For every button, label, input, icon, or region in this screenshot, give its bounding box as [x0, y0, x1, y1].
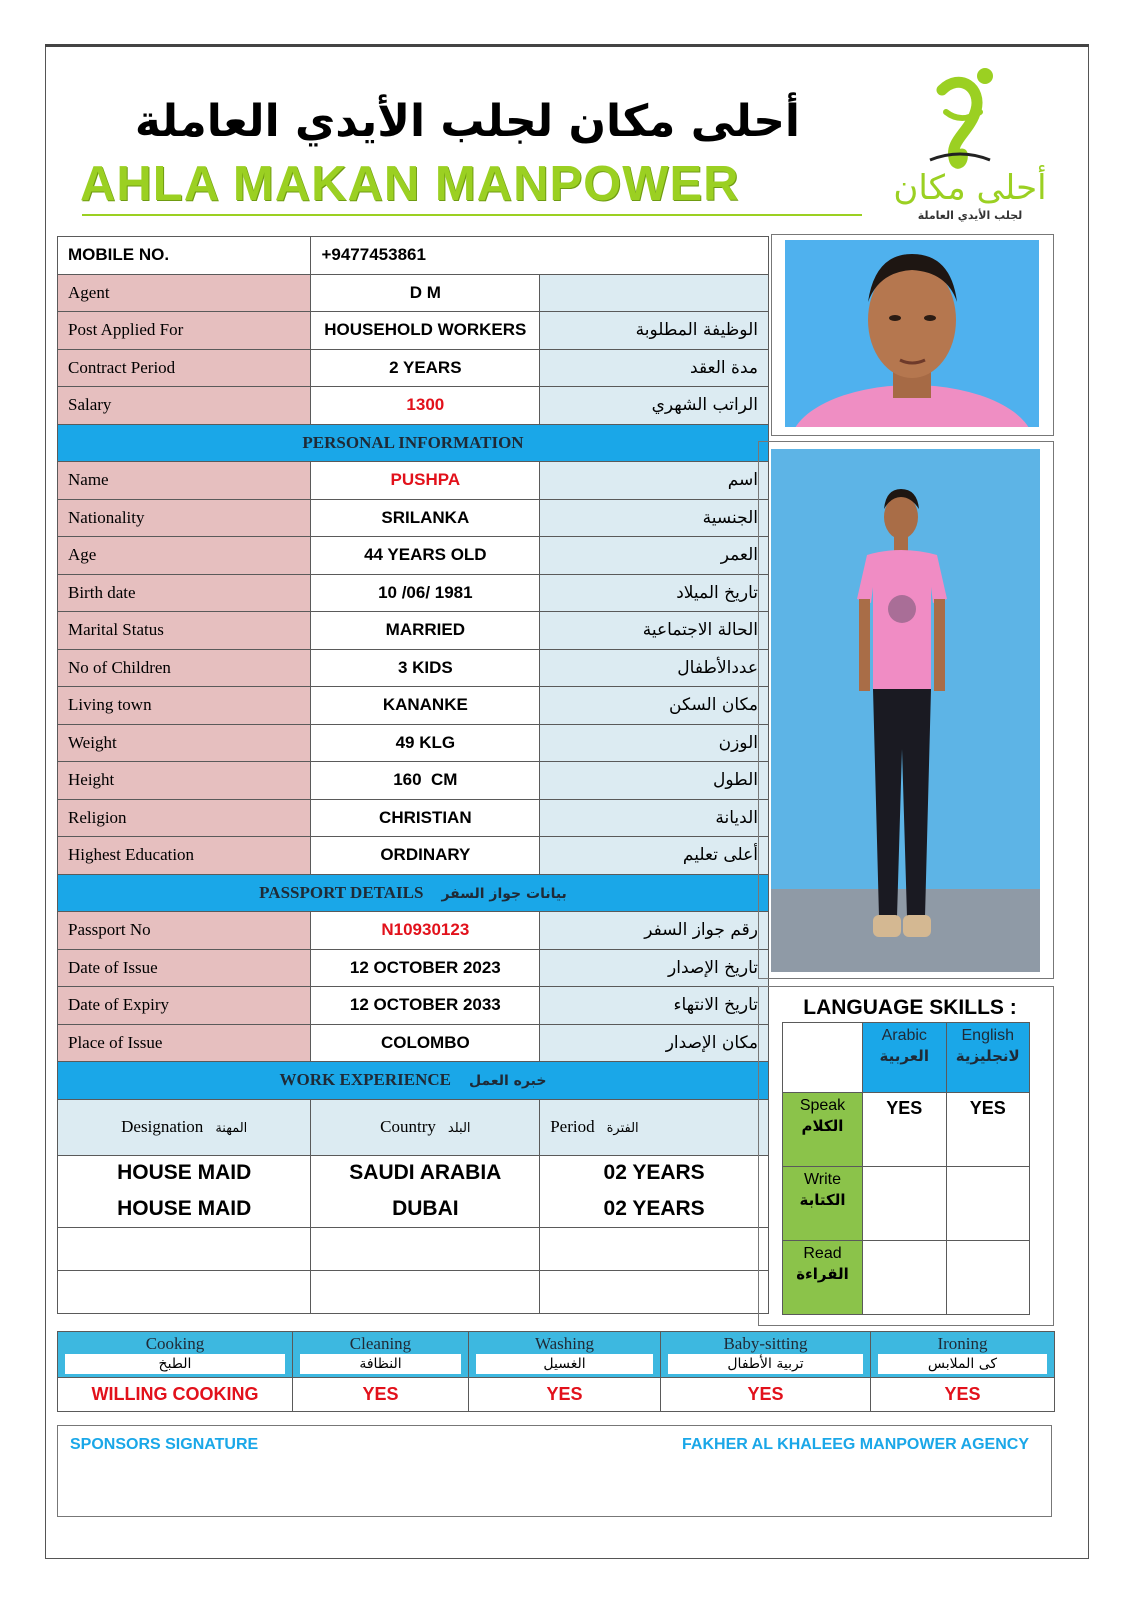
row-label: Post Applied For [58, 312, 311, 350]
name-value: PUSHPA [311, 462, 540, 500]
col-label: English [961, 1027, 1014, 1044]
skill-label: Baby-sitting [723, 1334, 808, 1353]
row-label: Salary [58, 387, 311, 425]
portrait-photo [785, 240, 1039, 427]
passport-row [58, 987, 769, 1025]
header-title-english: AHLA MAKAN MANPOWER [80, 157, 740, 211]
row-label-arabic: الوزن [540, 724, 769, 762]
language-header-row [783, 1023, 1030, 1093]
section-title-cell [58, 874, 769, 912]
row-label-arabic: الحالة الاجتماعية [540, 612, 769, 650]
post-row [58, 312, 769, 350]
row-label-arabic: عددالأطفال [540, 649, 769, 687]
row-label: Religion [58, 799, 311, 837]
skill-label-arabic: الغسيل [476, 1354, 653, 1374]
skill-ironing-header [871, 1332, 1055, 1378]
agent-value: D M [311, 274, 540, 312]
personal-row [58, 762, 769, 800]
row-label: Highest Education [58, 837, 311, 875]
language-skills-table [782, 1022, 1030, 1315]
row-label-arabic: الوظيفة المطلوبة [540, 312, 769, 350]
personal-row [58, 724, 769, 762]
section-personal [58, 424, 769, 462]
work-row [58, 1155, 769, 1191]
work-col-period [540, 1099, 769, 1155]
row-label: Place of Issue [58, 1024, 311, 1062]
language-row-read [783, 1241, 1030, 1315]
town-value: KANANKE [311, 687, 540, 725]
speak-arabic-value: YES [863, 1093, 947, 1167]
passport-row [58, 1024, 769, 1062]
mobile-label: MOBILE NO. [58, 237, 311, 275]
section-title-arabic: بيانات جواز السفر [441, 885, 567, 902]
row-label: Living town [58, 687, 311, 725]
work-col-designation [58, 1099, 311, 1155]
skill-washing-value: YES [469, 1378, 661, 1412]
row-label-arabic: القراءة [796, 1265, 849, 1283]
col-label: Arabic [881, 1027, 927, 1044]
section-title-cell [58, 1062, 769, 1100]
skills-value-row [58, 1378, 1055, 1412]
nationality-value: SRILANKA [311, 499, 540, 537]
applicant-details-table [57, 236, 769, 1314]
row-label-cell [783, 1241, 863, 1315]
personal-row [58, 462, 769, 500]
row-label-arabic: مدة العقد [540, 349, 769, 387]
children-value: 3 KIDS [311, 649, 540, 687]
row-label: Marital Status [58, 612, 311, 650]
row-label-arabic: رقم جواز السفر [540, 912, 769, 950]
skill-label: Washing [534, 1334, 595, 1353]
col-label-arabic: لانجليزية [955, 1047, 1020, 1065]
section-work [58, 1062, 769, 1100]
col-label-arabic: العربية [879, 1047, 929, 1065]
row-label: Agent [58, 274, 311, 312]
work-header-row [58, 1099, 769, 1155]
language-corner-cell [783, 1023, 863, 1093]
passport-number-value: N10930123 [311, 912, 540, 950]
section-title: PASSPORT DETAILS [259, 882, 424, 902]
header-underline [82, 214, 862, 216]
row-label: Speak [799, 1097, 846, 1114]
col-label: Period [550, 1117, 595, 1136]
read-arabic-value [863, 1241, 947, 1315]
issue-date-value: 12 OCTOBER 2023 [311, 949, 540, 987]
post-value: HOUSEHOLD WORKERS [311, 312, 540, 350]
personal-row [58, 799, 769, 837]
mobile-row [58, 237, 769, 275]
birthdate-value: 10 /06/ 1981 [311, 574, 540, 612]
work-designation: HOUSE MAID [58, 1191, 311, 1227]
row-label-arabic: مكان الإصدار [540, 1024, 769, 1062]
row-label: Date of Issue [58, 949, 311, 987]
contract-row [58, 349, 769, 387]
row-label-arabic: الراتب الشهري [540, 387, 769, 425]
salary-value: 1300 [311, 387, 540, 425]
skill-label-arabic: كى الملابس [878, 1354, 1047, 1374]
row-label-arabic: الطول [540, 762, 769, 800]
row-label-arabic: العمر [540, 537, 769, 575]
row-label: Height [58, 762, 311, 800]
mobile-value: +9477453861 [311, 237, 769, 275]
skill-washing-header [469, 1332, 661, 1378]
row-label-cell [783, 1167, 863, 1241]
section-title: WORK EXPERIENCE [279, 1070, 451, 1090]
row-label: Name [58, 462, 311, 500]
issue-place-value: COLOMBO [311, 1024, 540, 1062]
section-title-arabic: خبره العمل [468, 1073, 547, 1090]
work-period: 02 YEARS [540, 1191, 769, 1227]
row-label-arabic: تاريخ الميلاد [540, 574, 769, 612]
skill-cooking-value: WILLING COOKING [58, 1378, 293, 1412]
row-label: Passport No [58, 912, 311, 950]
language-skills-title: LANGUAGE SKILLS : [803, 996, 1017, 1019]
frame-top-rule [45, 44, 1089, 47]
marital-value: MARRIED [311, 612, 540, 650]
work-country: DUBAI [311, 1191, 540, 1227]
salary-row [58, 387, 769, 425]
row-label: Age [58, 537, 311, 575]
sponsor-signature-label: SPONSORS SIGNATURE [70, 1436, 259, 1453]
expiry-date-value: 12 OCTOBER 2033 [311, 987, 540, 1025]
skill-label-arabic: الطبخ [65, 1354, 285, 1374]
full-body-photo [771, 449, 1040, 972]
work-row-empty [58, 1270, 769, 1313]
row-label: No of Children [58, 649, 311, 687]
logo-arabic-name: أحلى مكان [893, 168, 1047, 208]
row-label: Write [803, 1171, 842, 1188]
agency-name-label: FAKHER AL KHALEEG MANPOWER AGENCY [682, 1436, 1029, 1453]
language-row-write [783, 1167, 1030, 1241]
skill-label-arabic: النظافة [300, 1354, 461, 1374]
work-country: SAUDI ARABIA [311, 1155, 540, 1191]
passport-row [58, 949, 769, 987]
agent-row [58, 274, 769, 312]
weight-value: 49 KLG [311, 724, 540, 762]
personal-row [58, 574, 769, 612]
row-label: Date of Expiry [58, 987, 311, 1025]
passport-row [58, 912, 769, 950]
row-label: Weight [58, 724, 311, 762]
skill-babysitting-header [661, 1332, 871, 1378]
col-label: Country [380, 1117, 436, 1136]
personal-row [58, 537, 769, 575]
row-label-arabic [540, 274, 769, 312]
work-period: 02 YEARS [540, 1155, 769, 1191]
row-label: Birth date [58, 574, 311, 612]
row-label-arabic: الكلام [801, 1117, 844, 1135]
row-label: Contract Period [58, 349, 311, 387]
col-label-arabic: البلد [447, 1121, 471, 1136]
row-label-cell [783, 1093, 863, 1167]
personal-row [58, 499, 769, 537]
skill-cleaning-header [293, 1332, 469, 1378]
row-label-arabic: مكان السكن [540, 687, 769, 725]
col-label-arabic: الفترة [606, 1121, 639, 1136]
row-label-arabic: اسم [540, 462, 769, 500]
age-value: 44 YEARS OLD [311, 537, 540, 575]
header-title-arabic: أحلى مكان لجلب الأيدي العاملة [134, 96, 800, 147]
work-row-empty [58, 1227, 769, 1270]
skill-label-arabic: تربية الأطفال [668, 1354, 863, 1374]
logo-arabic-subtitle: لجلب الأيدي العاملة [917, 209, 1023, 222]
col-label-arabic: المهنة [215, 1121, 248, 1136]
row-label: Read [803, 1245, 842, 1262]
write-english-value [946, 1167, 1030, 1241]
contract-value: 2 YEARS [311, 349, 540, 387]
work-row [58, 1191, 769, 1227]
read-english-value [946, 1241, 1030, 1315]
language-row-speak [783, 1093, 1030, 1167]
personal-row [58, 687, 769, 725]
education-value: ORDINARY [311, 837, 540, 875]
row-label-arabic: تاريخ الانتهاء [540, 987, 769, 1025]
skills-table [57, 1331, 1055, 1412]
religion-value: CHRISTIAN [311, 799, 540, 837]
personal-row [58, 649, 769, 687]
section-title: PERSONAL INFORMATION [58, 424, 769, 462]
speak-english-value: YES [946, 1093, 1030, 1167]
skill-ironing-value: YES [871, 1378, 1055, 1412]
skill-cooking-header [58, 1332, 293, 1378]
skill-cleaning-value: YES [293, 1378, 469, 1412]
skill-label: Ironing [937, 1334, 988, 1353]
row-label-arabic: تاريخ الإصدار [540, 949, 769, 987]
row-label: Nationality [58, 499, 311, 537]
skill-label: Cleaning [349, 1334, 412, 1353]
row-label-arabic: الجنسية [540, 499, 769, 537]
row-label-arabic: أعلى تعليم [540, 837, 769, 875]
write-arabic-value [863, 1167, 947, 1241]
personal-row [58, 612, 769, 650]
row-label-arabic: الكتابة [799, 1191, 846, 1209]
col-label: Designation [121, 1117, 204, 1136]
language-col-english [946, 1023, 1030, 1093]
language-col-arabic [863, 1023, 947, 1093]
work-col-country [311, 1099, 540, 1155]
skill-babysitting-value: YES [661, 1378, 871, 1412]
skill-label: Cooking [145, 1334, 205, 1353]
section-passport [58, 874, 769, 912]
personal-row [58, 837, 769, 875]
work-designation: HOUSE MAID [58, 1155, 311, 1191]
height-value: 160 CM [311, 762, 540, 800]
row-label-arabic: الديانة [540, 799, 769, 837]
skills-header-row [58, 1332, 1055, 1378]
